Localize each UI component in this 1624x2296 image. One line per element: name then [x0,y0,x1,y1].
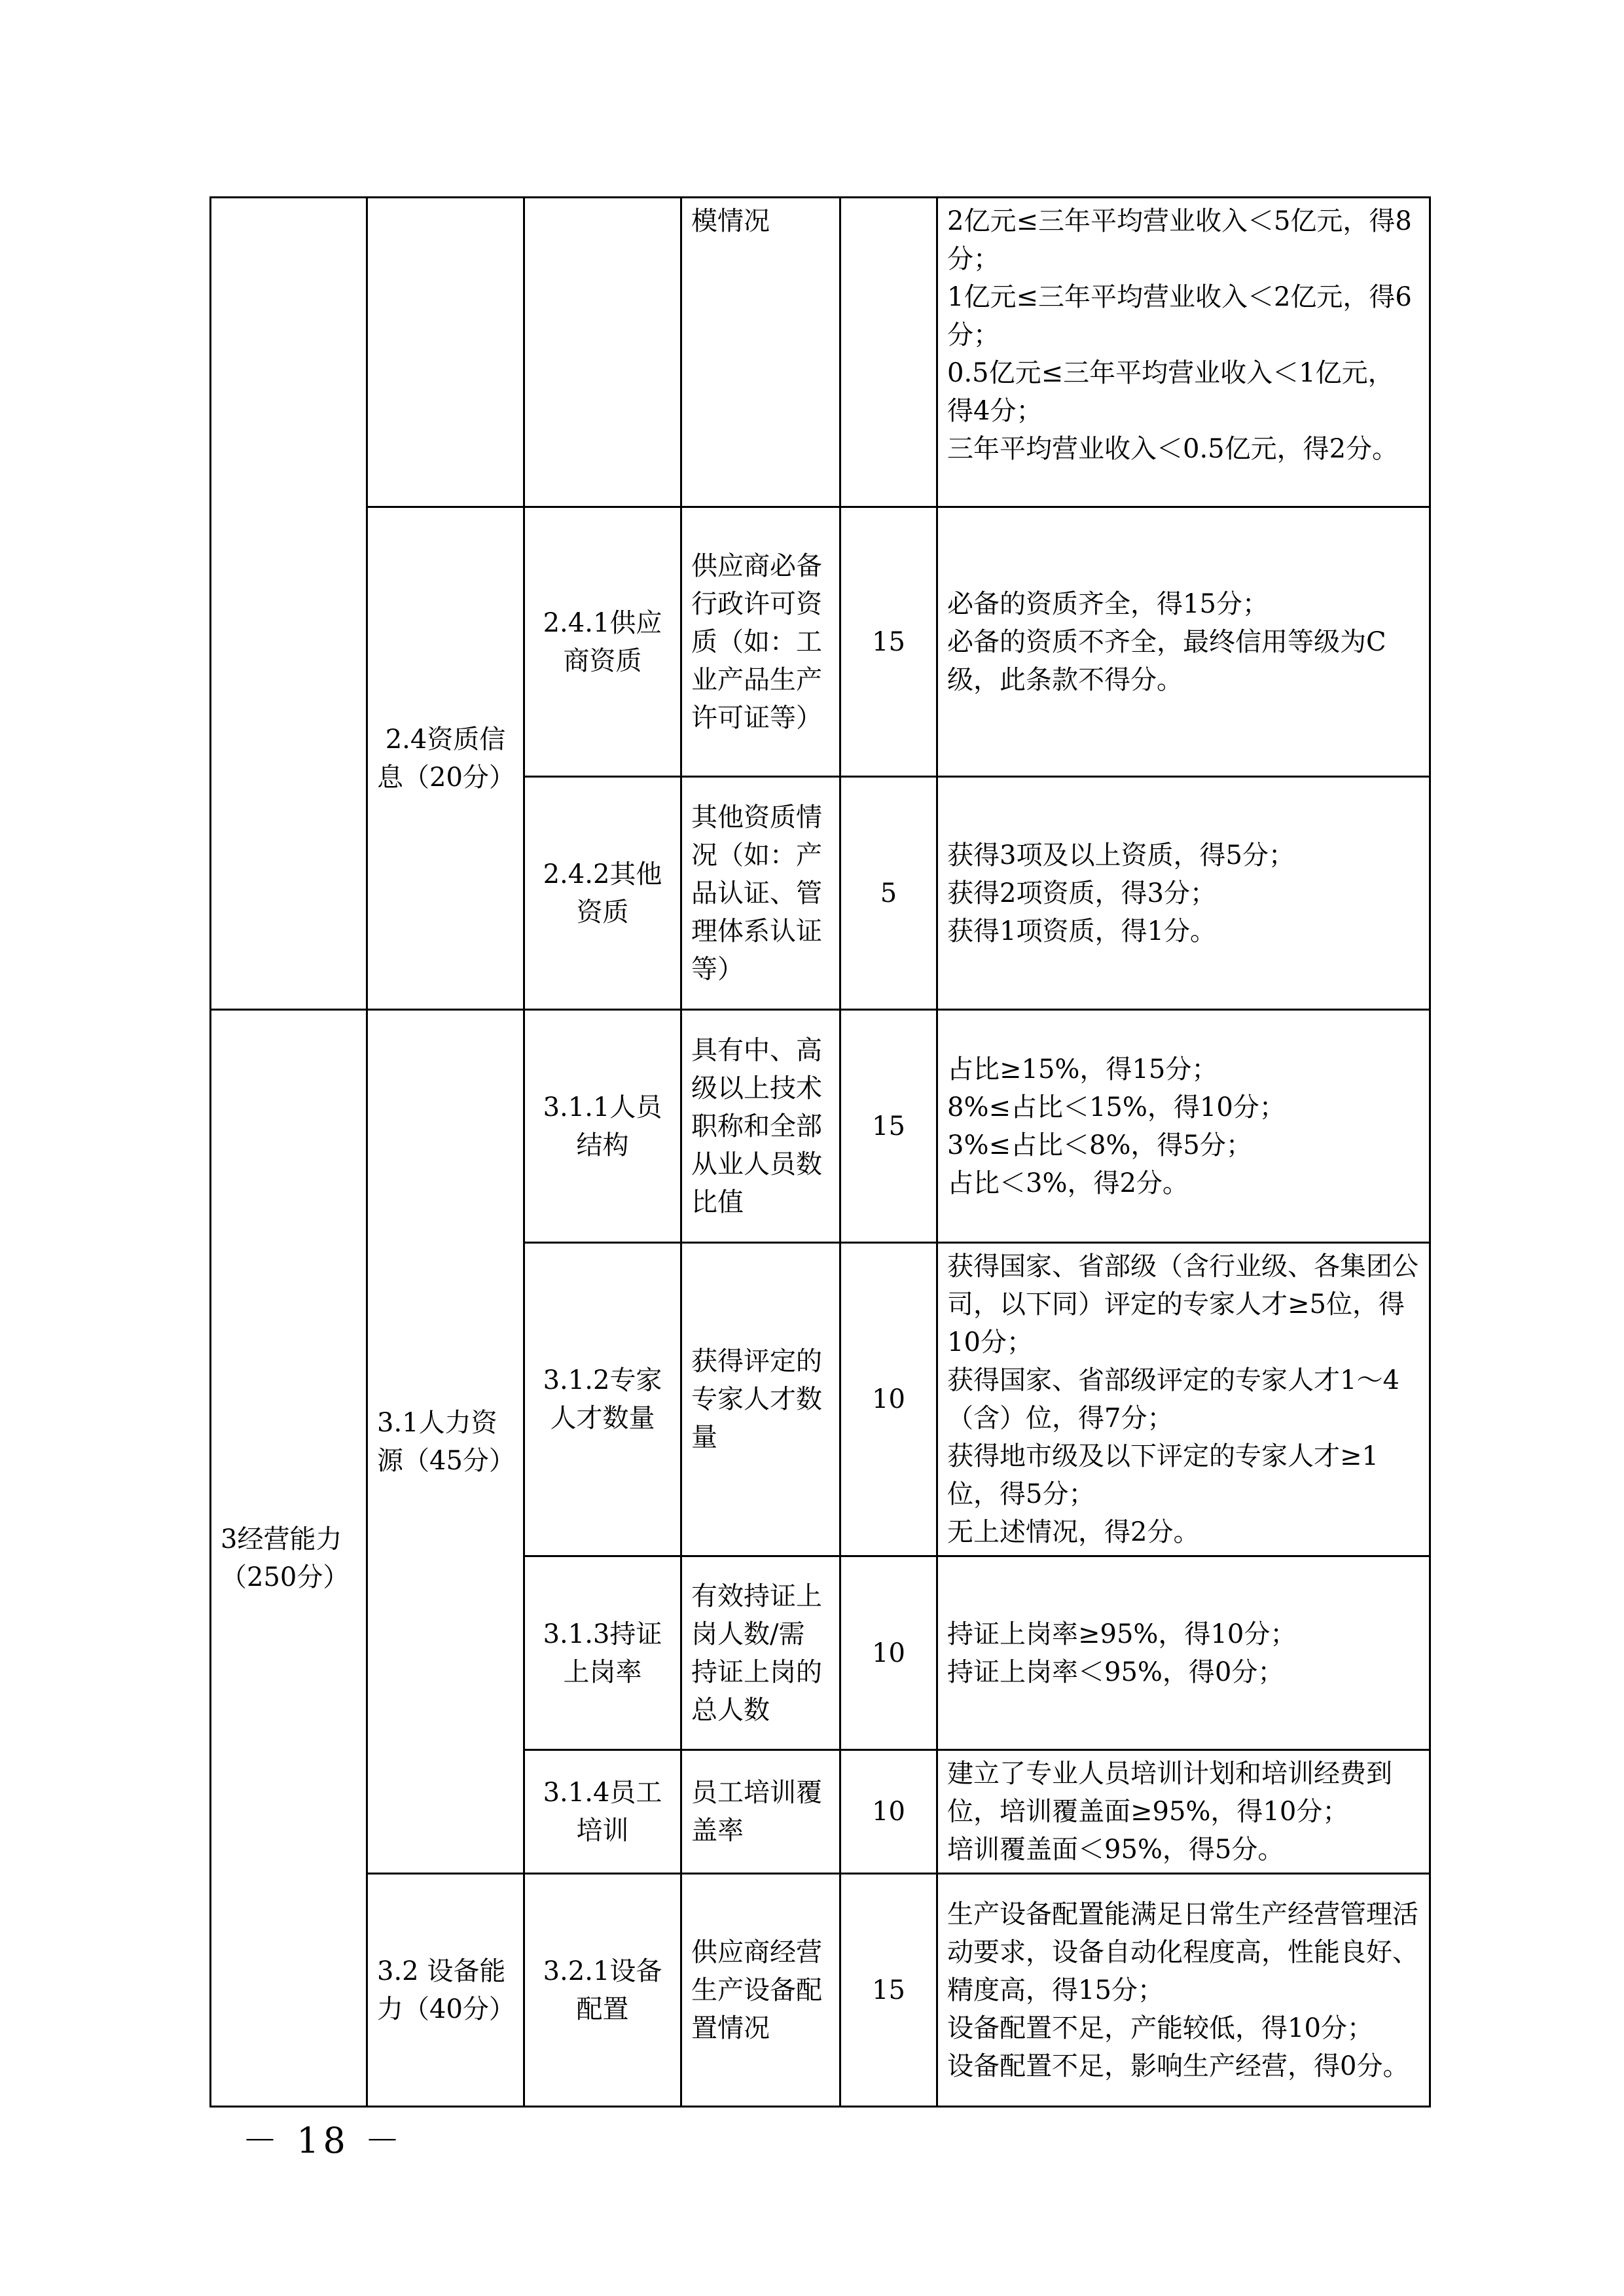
score-cell: 15 [840,507,937,777]
rule-line: 获得3项及以上资质，得5分； [947,840,1295,870]
indicator-cell: 模情况 [681,198,840,507]
rule-line: 无上述情况，得2分。 [947,1517,1200,1547]
rule-line: 0.5亿元≤三年平均营业收入＜1亿元，得4分； [947,358,1394,426]
indicator-cell: 获得评定的专家人才数量 [681,1243,840,1556]
level3-cell: 3.1.3持证上岗率 [524,1556,681,1750]
rules-cell [937,1556,1430,1750]
level3-cell: 3.2.1设备配置 [524,1874,681,2107]
rule-line: 培训覆盖面＜95%，得5分。 [947,1835,1284,1865]
rules-cell [937,777,1430,1010]
rule-line: 设备配置不足，产能较低，得10分； [947,2013,1373,2043]
level1-cell-empty [211,198,367,1010]
score-cell: 5 [840,777,937,1010]
rule-line: 持证上岗率＜95%，得0分； [947,1657,1284,1687]
score-cell: 10 [840,1750,937,1874]
level2-cell-empty [367,198,524,507]
rule-line: 设备配置不足，影响生产经营，得0分。 [947,2051,1409,2081]
rule-line: 三年平均营业收入＜0.5亿元，得2分。 [947,434,1399,464]
rule-line: 必备的资质不齐全，最终信用等级为C级，此条款不得分。 [947,626,1386,695]
indicator-cell: 供应商必备行政许可资质（如：工业产品生产许可证等） [681,507,840,777]
score-cell [840,198,937,507]
rule-line: 获得国家、省部级（含行业级、各集团公司，以下同）评定的专家人才≥5位，得10分； [947,1251,1418,1357]
rule-line: 获得2项资质，得3分； [947,878,1216,908]
level2-cell: 3.2 设备能力（40分） [367,1874,524,2107]
rule-line: 占比＜3%，得2分。 [947,1168,1189,1198]
rule-line: 1亿元≤三年平均营业收入＜2亿元，得6分； [947,282,1412,350]
rule-line: 必备的资质齐全，得15分； [947,588,1269,619]
level3-cell: 2.4.2其他资质 [524,777,681,1010]
level3-cell: 3.1.1人员结构 [524,1010,681,1243]
rule-line: 8%≤占比＜15%，得10分； [947,1092,1286,1122]
indicator-cell: 供应商经营生产设备配置情况 [681,1874,840,2107]
rule-line: 2亿元≤三年平均营业收入＜5亿元，得8分； [947,206,1412,274]
rules-cell [937,507,1430,777]
level1-cell: 3经营能力（250分） [211,1010,367,2107]
score-cell: 10 [840,1556,937,1750]
level2-cell: 3.1人力资源（45分） [367,1010,524,1874]
level3-cell-empty [524,198,681,507]
indicator-cell: 具有中、高级以上技术职称和全部从业人员数比值 [681,1010,840,1243]
table-row [211,198,1430,507]
score-cell: 15 [840,1874,937,2107]
indicator-cell: 其他资质情况（如：产品认证、管理体系认证等） [681,777,840,1010]
table-row [211,1010,1430,1243]
rules-cell [937,1010,1430,1243]
score-cell: 10 [840,1243,937,1556]
indicator-cell: 有效持证上岗人数/需持证上岗的总人数 [681,1556,840,1750]
level2-cell: 2.4资质信息（20分） [367,507,524,1010]
rule-line: 建立了专业人员培训计划和培训经费到位，培训覆盖面≥95%，得10分； [947,1759,1392,1827]
scoring-table [209,196,1431,2108]
level3-cell: 3.1.4员工培训 [524,1750,681,1874]
indicator-cell: 员工培训覆盖率 [681,1750,840,1874]
rules-cell [937,1750,1430,1874]
rules-cell [937,1874,1430,2107]
rule-line: 占比≥15%，得15分； [947,1054,1218,1085]
rule-line: 获得地市级及以下评定的专家人才≥1位，得5分； [947,1441,1379,1509]
rule-line: 获得1项资质，得1分。 [947,916,1216,946]
rule-line: 持证上岗率≥95%，得10分； [947,1619,1297,1649]
level3-cell: 2.4.1供应商资质 [524,507,681,777]
score-cell: 15 [840,1010,937,1243]
rule-line: 3%≤占比＜8%，得5分； [947,1130,1252,1160]
level3-cell: 3.1.2专家人才数量 [524,1243,681,1556]
table-row [211,507,1430,777]
rule-line: 生产设备配置能满足日常生产经营管理活动要求，设备自动化程度高，性能良好、精度高，得15分； [947,1899,1418,2005]
rules-cell [937,1243,1430,1556]
rule-line: 获得国家、省部级评定的专家人才1～4（含）位，得7分； [947,1365,1399,1433]
page-number: － 18 － [242,2120,405,2161]
table-row [211,1874,1430,2107]
rules-cell [937,198,1430,507]
